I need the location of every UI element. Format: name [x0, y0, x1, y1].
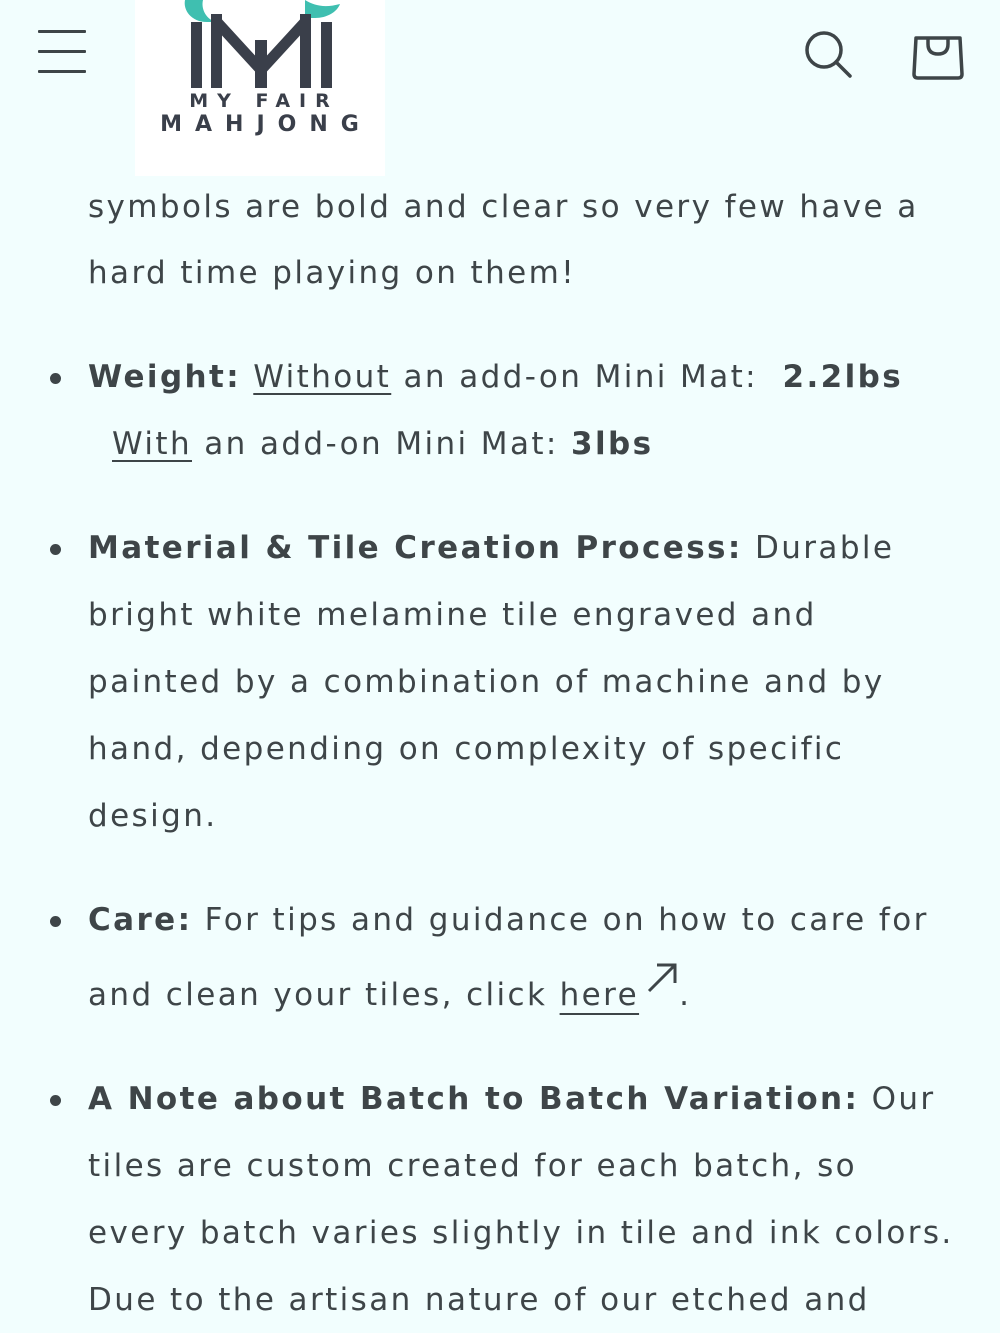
batch-line-2: tiles are custom created for each batch, so [88, 1148, 858, 1184]
with-link[interactable]: With [112, 426, 192, 462]
batch-line-1 [88, 1079, 936, 1119]
care-line2-text: and clean your tiles, click [88, 977, 560, 1013]
menu-icon[interactable] [38, 30, 86, 74]
with-text: an add-on Mini Mat: [192, 426, 572, 462]
material-label: Material & Tile Creation Process: [88, 530, 743, 566]
batch-label: A Note about Batch to Batch Variation: [88, 1081, 860, 1117]
weight-line-2 [112, 424, 653, 464]
bullet [50, 373, 61, 384]
material-line-2: bright white melamine tile engraved and [88, 597, 817, 633]
search-icon[interactable] [800, 26, 856, 82]
logo[interactable] [135, 0, 385, 176]
material-line-1 [88, 528, 894, 568]
care-line-1 [88, 900, 929, 940]
bullet [50, 1095, 61, 1106]
without-text: an add-on Mini Mat: [391, 359, 758, 395]
batch-line-3: every batch varies slightly in tile and ink colors. [88, 1215, 954, 1251]
logo-text-line1: MY FAIR [189, 90, 339, 112]
batch-line-4: Due to the artisan nature of our etched and [88, 1282, 870, 1318]
weight-line-1 [88, 357, 903, 397]
external-link-icon[interactable] [645, 961, 679, 1005]
material-line1-rest: Durable [742, 530, 895, 566]
care-line1-rest: For tips and guidance on how to care for [192, 902, 929, 938]
material-line-4: hand, depending on complexity of specific [88, 731, 845, 767]
material-line-5: design. [88, 798, 218, 834]
bullet [50, 544, 61, 555]
batch-line1-rest: Our [859, 1081, 936, 1117]
weight-label: Weight: [88, 359, 242, 395]
care-period: . [679, 977, 692, 1013]
bullet [50, 916, 61, 927]
care-line-2 [88, 975, 691, 1015]
with-value: 3lbs [571, 426, 654, 462]
without-link[interactable]: Without [253, 359, 392, 395]
intro-line-1: symbols are bold and clear so very few have a [88, 189, 919, 225]
intro-line-2: hard time playing on them! [88, 255, 577, 291]
care-label: Care: [88, 902, 193, 938]
cart-icon[interactable] [908, 24, 968, 82]
logo-mark [155, 0, 365, 92]
logo-text-line2: MAHJONG [160, 112, 372, 137]
care-here-link[interactable]: here [559, 977, 640, 1013]
material-line-3: painted by a combination of machine and by [88, 664, 885, 700]
without-value: 2.2lbs [782, 359, 904, 395]
